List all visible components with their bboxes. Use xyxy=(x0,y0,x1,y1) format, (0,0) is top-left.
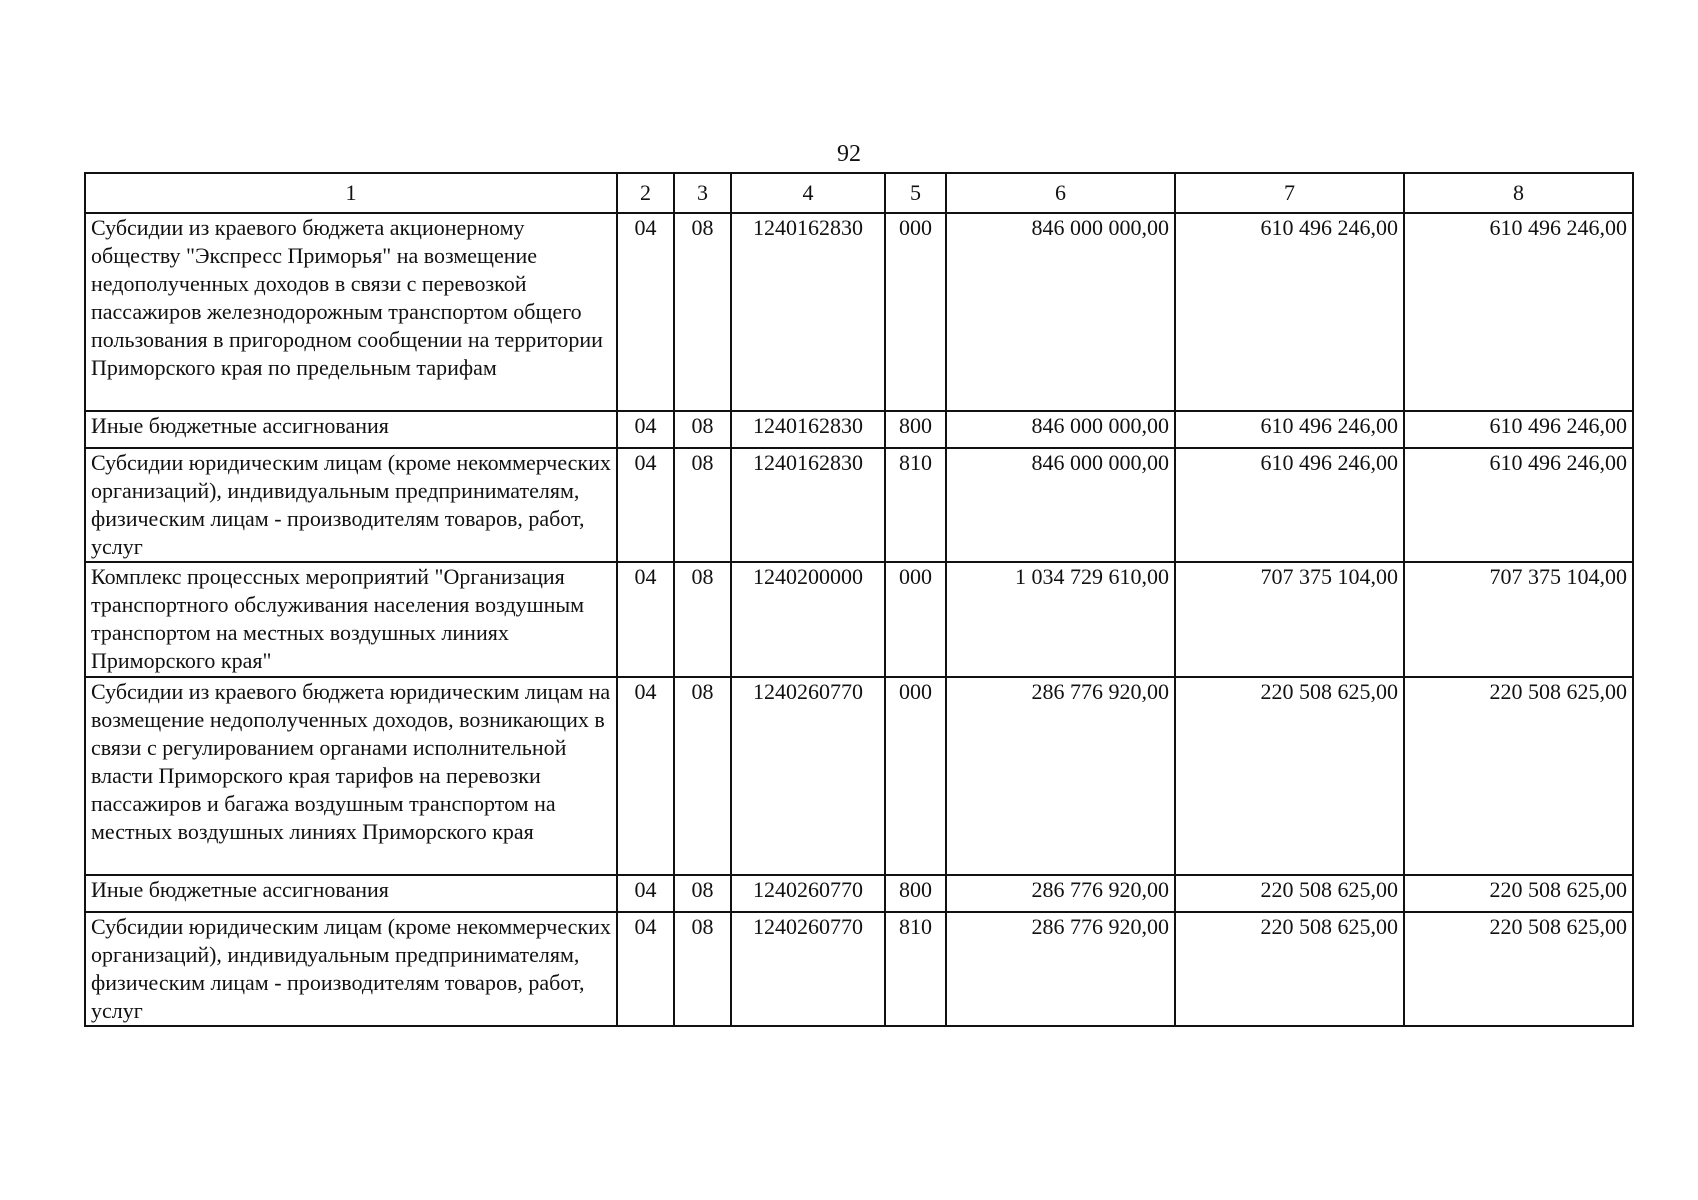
row-expense-type: 000 xyxy=(885,213,946,411)
row-target-article: 1240200000 xyxy=(731,562,885,677)
row-name: Иные бюджетные ассигнования xyxy=(85,875,617,912)
row-sum-col-7: 220 508 625,00 xyxy=(1175,912,1404,1026)
header-col-4: 4 xyxy=(731,173,885,213)
row-sum-col-8: 610 496 246,00 xyxy=(1404,213,1633,411)
row-sum-col-6: 846 000 000,00 xyxy=(946,411,1175,448)
row-section: 04 xyxy=(617,562,674,677)
page-number: 92 xyxy=(837,141,861,167)
row-sum-col-6: 286 776 920,00 xyxy=(946,677,1175,875)
table-row xyxy=(85,411,1633,448)
table-row xyxy=(85,562,1633,677)
row-name: Субсидии юридическим лицам (кроме некоммерческих организаций), индивидуальным предпринимателям, физическим лицам - производителям товаров, работ, услуг xyxy=(85,912,617,1026)
row-name: Комплекс процессных мероприятий "Организация транспортного обслуживания населения воздушным транспортом на местных воздушных линиях Приморского края" xyxy=(85,562,617,677)
row-subsection: 08 xyxy=(674,411,731,448)
budget-table xyxy=(84,172,1634,1027)
header-row xyxy=(85,173,1633,213)
row-section: 04 xyxy=(617,912,674,1026)
row-section: 04 xyxy=(617,677,674,875)
row-sum-col-8: 610 496 246,00 xyxy=(1404,411,1633,448)
row-sum-col-8: 220 508 625,00 xyxy=(1404,875,1633,912)
row-section: 04 xyxy=(617,448,674,562)
table-row xyxy=(85,912,1633,1026)
row-name: Субсидии из краевого бюджета акционерному обществу "Экспресс Приморья" на возмещение недополученных доходов в связи с перевозкой пассажиров железнодорожным транспортом общего пользования в пригородном сообщении на территории Приморского края по предельным тарифам xyxy=(85,213,617,411)
header-col-3: 3 xyxy=(674,173,731,213)
row-sum-col-6: 846 000 000,00 xyxy=(946,213,1175,411)
row-name: Субсидии из краевого бюджета юридическим лицам на возмещение недополученных доходов, возникающих в связи с регулированием органами исполнительной власти Приморского края тарифов на перевозки пассажиров и багажа воздушным транспортом на местных воздушных линиях Приморского края xyxy=(85,677,617,875)
row-section: 04 xyxy=(617,411,674,448)
row-target-article: 1240260770 xyxy=(731,875,885,912)
row-sum-col-8: 707 375 104,00 xyxy=(1404,562,1633,677)
row-target-article: 1240162830 xyxy=(731,411,885,448)
row-expense-type: 810 xyxy=(885,448,946,562)
row-sum-col-7: 610 496 246,00 xyxy=(1175,448,1404,562)
row-sum-col-6: 846 000 000,00 xyxy=(946,448,1175,562)
row-subsection: 08 xyxy=(674,213,731,411)
table-row xyxy=(85,875,1633,912)
table-row xyxy=(85,213,1633,411)
row-subsection: 08 xyxy=(674,875,731,912)
row-subsection: 08 xyxy=(674,562,731,677)
row-expense-type: 800 xyxy=(885,875,946,912)
row-target-article: 1240260770 xyxy=(731,912,885,1026)
row-sum-col-8: 610 496 246,00 xyxy=(1404,448,1633,562)
row-section: 04 xyxy=(617,875,674,912)
row-name: Иные бюджетные ассигнования xyxy=(85,411,617,448)
row-sum-col-6: 286 776 920,00 xyxy=(946,912,1175,1026)
row-target-article: 1240162830 xyxy=(731,213,885,411)
row-subsection: 08 xyxy=(674,677,731,875)
row-subsection: 08 xyxy=(674,912,731,1026)
row-section: 04 xyxy=(617,213,674,411)
row-sum-col-6: 286 776 920,00 xyxy=(946,875,1175,912)
header-col-6: 6 xyxy=(946,173,1175,213)
row-expense-type: 810 xyxy=(885,912,946,1026)
row-sum-col-8: 220 508 625,00 xyxy=(1404,912,1633,1026)
row-sum-col-7: 610 496 246,00 xyxy=(1175,213,1404,411)
row-sum-col-7: 707 375 104,00 xyxy=(1175,562,1404,677)
row-expense-type: 000 xyxy=(885,677,946,875)
table-row xyxy=(85,448,1633,562)
row-sum-col-8: 220 508 625,00 xyxy=(1404,677,1633,875)
header-col-2: 2 xyxy=(617,173,674,213)
row-expense-type: 000 xyxy=(885,562,946,677)
header-col-7: 7 xyxy=(1175,173,1404,213)
row-subsection: 08 xyxy=(674,448,731,562)
row-expense-type: 800 xyxy=(885,411,946,448)
row-sum-col-7: 220 508 625,00 xyxy=(1175,677,1404,875)
table-row xyxy=(85,677,1633,875)
row-sum-col-7: 220 508 625,00 xyxy=(1175,875,1404,912)
row-name: Субсидии юридическим лицам (кроме некоммерческих организаций), индивидуальным предпринимателям, физическим лицам - производителям товаров, работ, услуг xyxy=(85,448,617,562)
header-col-8: 8 xyxy=(1404,173,1633,213)
row-target-article: 1240260770 xyxy=(731,677,885,875)
header-col-1: 1 xyxy=(85,173,617,213)
row-sum-col-6: 1 034 729 610,00 xyxy=(946,562,1175,677)
header-col-5: 5 xyxy=(885,173,946,213)
row-sum-col-7: 610 496 246,00 xyxy=(1175,411,1404,448)
row-target-article: 1240162830 xyxy=(731,448,885,562)
